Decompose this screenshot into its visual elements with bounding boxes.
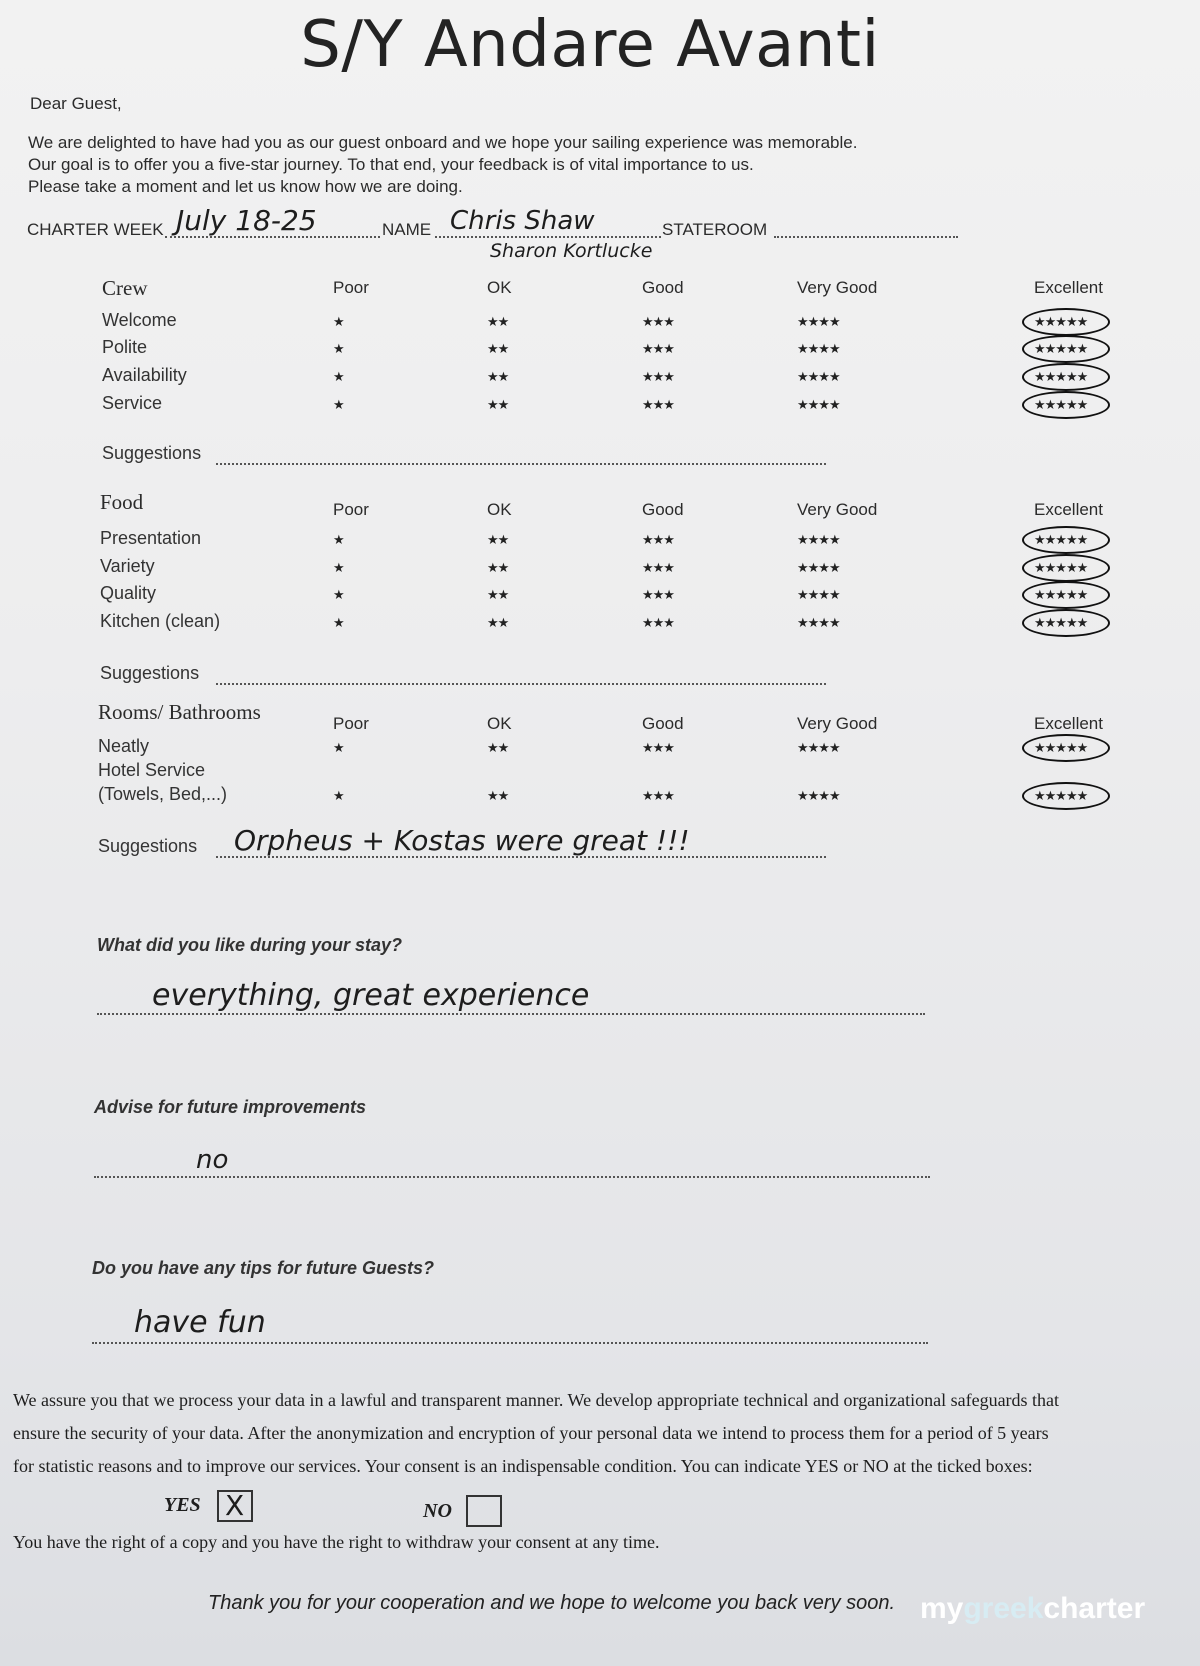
rating-stars[interactable]: ★★★ [642,615,674,630]
rating-item-label: Availability [102,365,187,385]
rating-item-label: Variety [100,556,155,576]
rating-stars[interactable]: ★★★★ [797,532,840,547]
selected-rating-circle [1022,782,1110,810]
suggestions-line[interactable] [216,463,826,465]
yes-check-mark: X [225,1489,245,1522]
rating-item-label: Service [102,393,163,413]
logo-charter: charter [1043,1592,1146,1625]
no-checkbox[interactable] [466,1495,502,1527]
rating-stars[interactable]: ★★ [487,587,509,602]
intro-line-2: Our goal is to offer you a five-star journey. To that end, your feedback is of vital importance to us. [28,155,754,174]
rating-stars[interactable]: ★★★★ [797,369,840,384]
answer-tips[interactable]: have fun [134,1305,266,1340]
rating-stars[interactable]: ★★★★★ [1034,532,1088,547]
intro-line-1: We are delighted to have had you as our guest onboard and we hope your sailing experience was memorable. [28,133,858,152]
column-header: Poor [333,278,369,297]
answer-line-improvements [94,1176,930,1178]
rating-stars[interactable]: ★★ [487,369,509,384]
answer-line-tips [92,1342,928,1344]
rating-stars[interactable]: ★★★ [642,397,674,412]
rating-stars[interactable]: ★★★★★ [1034,740,1088,755]
rating-stars[interactable]: ★★★ [642,532,674,547]
column-header: Excellent [1034,714,1103,733]
rating-stars[interactable]: ★ [333,788,344,803]
column-header: Excellent [1034,500,1103,519]
section-title: Rooms/ Bathrooms [98,700,261,724]
selected-rating-circle [1022,734,1110,762]
rating-stars[interactable]: ★★★★★ [1034,587,1088,602]
selected-rating-circle [1022,391,1110,419]
rating-stars[interactable]: ★★★★★ [1034,788,1088,803]
rating-stars[interactable]: ★★★★ [797,314,840,329]
column-header: Very Good [797,500,878,519]
name-line [435,236,661,238]
page-title: S/Y Andare Avanti [300,8,880,82]
column-header: Good [642,278,684,297]
rating-stars[interactable]: ★★ [487,560,509,575]
selected-rating-circle [1022,581,1110,609]
charter-week-label: CHARTER WEEK [27,220,164,239]
column-header: Excellent [1034,278,1103,297]
yes-label: YES [164,1494,201,1516]
greeting: Dear Guest, [30,94,122,113]
consent-rights: You have the right of a copy and you have the right to withdraw your consent at any time. [13,1532,660,1552]
column-header: Very Good [797,714,878,733]
rating-stars[interactable]: ★ [333,560,344,575]
rating-stars[interactable]: ★ [333,587,344,602]
rating-stars[interactable]: ★ [333,341,344,356]
rating-stars[interactable]: ★★ [487,788,509,803]
no-label: NO [423,1500,452,1522]
rating-stars[interactable]: ★ [333,615,344,630]
column-header: Very Good [797,278,878,297]
selected-rating-circle [1022,609,1110,637]
suggestions-value[interactable]: Orpheus + Kostas were great !!! [234,824,690,857]
rating-stars[interactable]: ★ [333,397,344,412]
rating-item-label: (Towels, Bed,...) [98,784,228,804]
column-header: Good [642,714,684,733]
mygreekcharter-logo [920,1592,1145,1626]
selected-rating-circle [1022,335,1110,363]
thank-you-line: Thank you for your cooperation and we hope to welcome you back very soon. [208,1592,896,1614]
intro-line-3: Please take a moment and let us know how we are doing. [28,177,463,196]
name-value-2[interactable]: Sharon Kortlucke [490,240,653,262]
section-title: Food [100,490,144,514]
rating-stars[interactable]: ★★★★ [797,740,840,755]
logo-my: my [920,1592,964,1625]
selected-rating-circle [1022,363,1110,391]
section-title: Crew [102,276,148,300]
rating-stars[interactable]: ★★★★★ [1034,397,1088,412]
rating-stars[interactable]: ★★★★ [797,788,840,803]
rating-stars[interactable]: ★ [333,740,344,755]
rating-stars[interactable]: ★★ [487,615,509,630]
suggestions-label: Suggestions [98,836,198,856]
selected-rating-circle [1022,308,1110,336]
rating-item-label: Hotel Service [98,760,206,780]
rating-stars[interactable]: ★★★ [642,788,674,803]
rating-item-label: Quality [100,583,157,603]
rating-stars[interactable]: ★★ [487,341,509,356]
rating-stars[interactable]: ★★ [487,740,509,755]
rating-stars[interactable]: ★★★★ [797,587,840,602]
answer-improvements[interactable]: no [196,1145,229,1175]
rating-stars[interactable]: ★★★ [642,369,674,384]
rating-stars[interactable]: ★★ [487,532,509,547]
rating-stars[interactable]: ★★★ [642,560,674,575]
rating-stars[interactable]: ★★★★ [797,560,840,575]
rating-item-label: Presentation [100,528,202,548]
name-label: NAME [382,220,432,239]
rating-stars[interactable]: ★★★★ [797,615,840,630]
question-liked: What did you like during your stay? [97,935,403,955]
rating-item-label: Polite [102,337,148,357]
selected-rating-circle [1022,554,1110,582]
charter-week-value[interactable]: July 18-25 [176,204,317,237]
question-improvements: Advise for future improvements [94,1097,367,1117]
rating-stars[interactable]: ★ [333,314,344,329]
yes-checkbox[interactable] [217,1490,253,1522]
rating-stars[interactable]: ★★ [487,397,509,412]
rating-stars[interactable]: ★★★★★ [1034,314,1088,329]
rating-stars[interactable]: ★ [333,532,344,547]
rating-stars[interactable]: ★★★ [642,740,674,755]
column-header: OK [487,278,512,297]
column-header: Good [642,500,684,519]
rating-item-label: Welcome [102,310,177,330]
rating-stars[interactable]: ★★★★ [797,397,840,412]
consent-line-3: for statistic reasons and to improve our services. Your consent is an indispensable condition. You can indicate YES or NO at the ticked boxes: [13,1456,1033,1476]
answer-line-liked [97,1013,925,1015]
question-tips: Do you have any tips for future Guests? [92,1258,435,1278]
stateroom-label: STATEROOM [662,220,768,239]
rating-item-label: Neatly [98,736,150,756]
answer-liked[interactable]: everything, great experience [152,978,590,1013]
rating-stars[interactable]: ★★★★★ [1034,560,1088,575]
column-header: Poor [333,500,369,519]
rating-stars[interactable]: ★★★★ [797,341,840,356]
logo-greek: greek [963,1592,1044,1625]
rating-stars[interactable]: ★ [333,369,344,384]
consent-line-1: We assure you that we process your data in a lawful and transparent manner. We develop appropriate technical and organizational safeguards that [13,1390,1060,1410]
consent-line-2: ensure the security of your data. After the anonymization and encryption of your personal data we intend to process them for a period of 5 years [13,1423,1049,1443]
rating-stars[interactable]: ★★★★★ [1034,615,1088,630]
suggestions-label: Suggestions [100,663,200,683]
rating-stars[interactable]: ★★ [487,314,509,329]
rating-stars[interactable]: ★★★★★ [1034,369,1088,384]
stateroom-line[interactable] [774,236,958,238]
selected-rating-circle [1022,526,1110,554]
suggestions-label: Suggestions [102,443,202,463]
suggestions-line[interactable] [216,683,826,685]
column-header: OK [487,500,512,519]
rating-stars[interactable]: ★★★ [642,587,674,602]
rating-item-label: Kitchen (clean) [100,611,221,631]
column-header: Poor [333,714,369,733]
column-header: OK [487,714,512,733]
name-value[interactable]: Chris Shaw [450,206,595,236]
rating-stars[interactable]: ★★★★★ [1034,341,1088,356]
rating-stars[interactable]: ★★★ [642,314,674,329]
rating-stars[interactable]: ★★★ [642,341,674,356]
